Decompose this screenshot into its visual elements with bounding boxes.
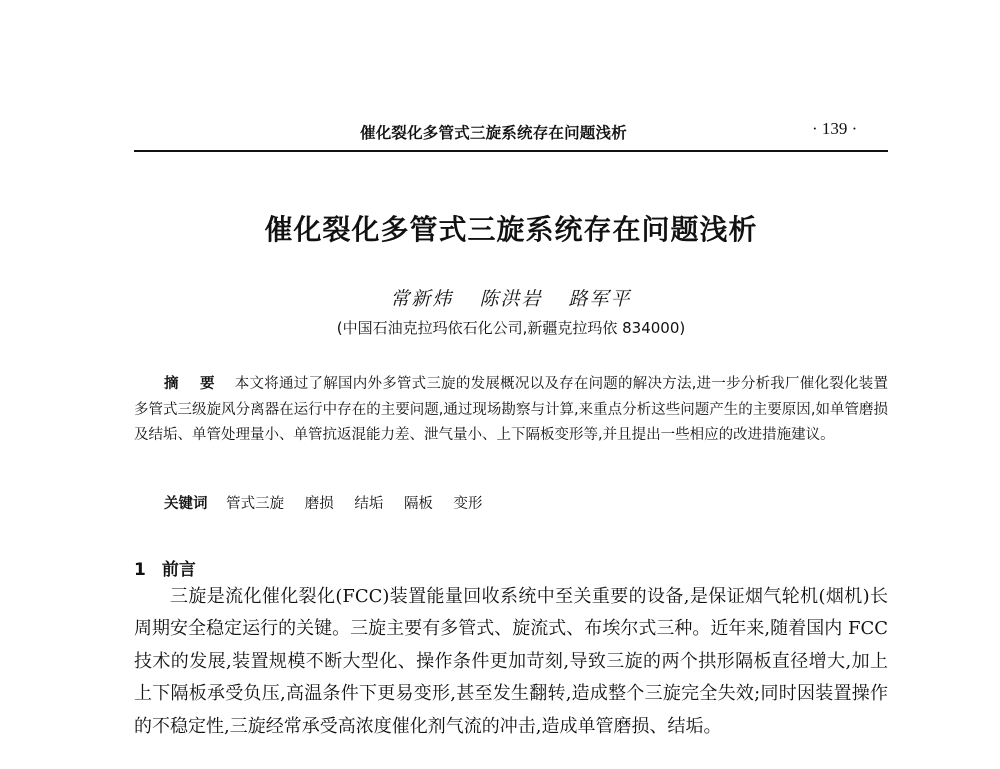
affiliation: (中国石油克拉玛依石化公司,新疆克拉玛依 834000) xyxy=(336,319,686,337)
abstract-label: 摘 要 xyxy=(164,376,223,392)
article-title: 催化裂化多管式三旋系统存在问题浅析 xyxy=(264,213,758,246)
page-number: · 139 · xyxy=(812,119,858,138)
keyword: 隔板 xyxy=(403,496,433,512)
author-list xyxy=(134,284,888,311)
body-paragraph: 三旋是流化催化裂化(FCC)装置能量回收系统中至关重要的设备,是保证烟气轮机(烟机)长周期安全稳定运行的关键。三旋主要有多管式、旋流式、布埃尔式三种。近年来,随着国内 FCC 技术的发展,装置规模不断大型化、操作条件更加苛刻,导致三旋的两个拱形隔板直径增大,加上上下隔板承受负压,高温条件下更易变形,甚至发生翻转,造成整个三旋完全失效;同时因装置操作的不稳定性,三旋经常承受高浓度催化剂气流的冲击,造成单管磨损、结垢。 xyxy=(134,586,888,737)
section-number: 1 xyxy=(134,560,146,580)
abstract xyxy=(134,372,888,449)
author-name: 路军平 xyxy=(568,288,632,310)
header-rule xyxy=(134,150,888,152)
keywords-label: 关键词 xyxy=(164,496,208,512)
section-heading xyxy=(134,555,434,580)
keyword: 磨损 xyxy=(304,496,334,512)
keyword: 变形 xyxy=(453,496,483,512)
author-name: 常新炜 xyxy=(390,288,454,310)
running-header-title: 催化裂化多管式三旋系统存在问题浅析 xyxy=(360,124,627,142)
abstract-text: 本文将通过了解国内外多管式三旋的发展概况以及存在问题的解决方法,进一步分析我厂催化裂化装置多管式三级旋风分离器在运行中存在的主要问题,通过现场勘察与计算,来重点分析这些问题产生的主要原因,如单管磨损及结垢、单管处理量小、单管抗返混能力差、泄气量小、上下隔板变形等,并且提出一些相应的改进措施建议。 xyxy=(134,376,888,443)
keyword: 结垢 xyxy=(354,496,384,512)
keyword: 管式三旋 xyxy=(226,496,285,512)
section-title: 前言 xyxy=(161,560,196,580)
keywords xyxy=(164,492,888,513)
author-name: 陈洪岩 xyxy=(479,288,543,310)
